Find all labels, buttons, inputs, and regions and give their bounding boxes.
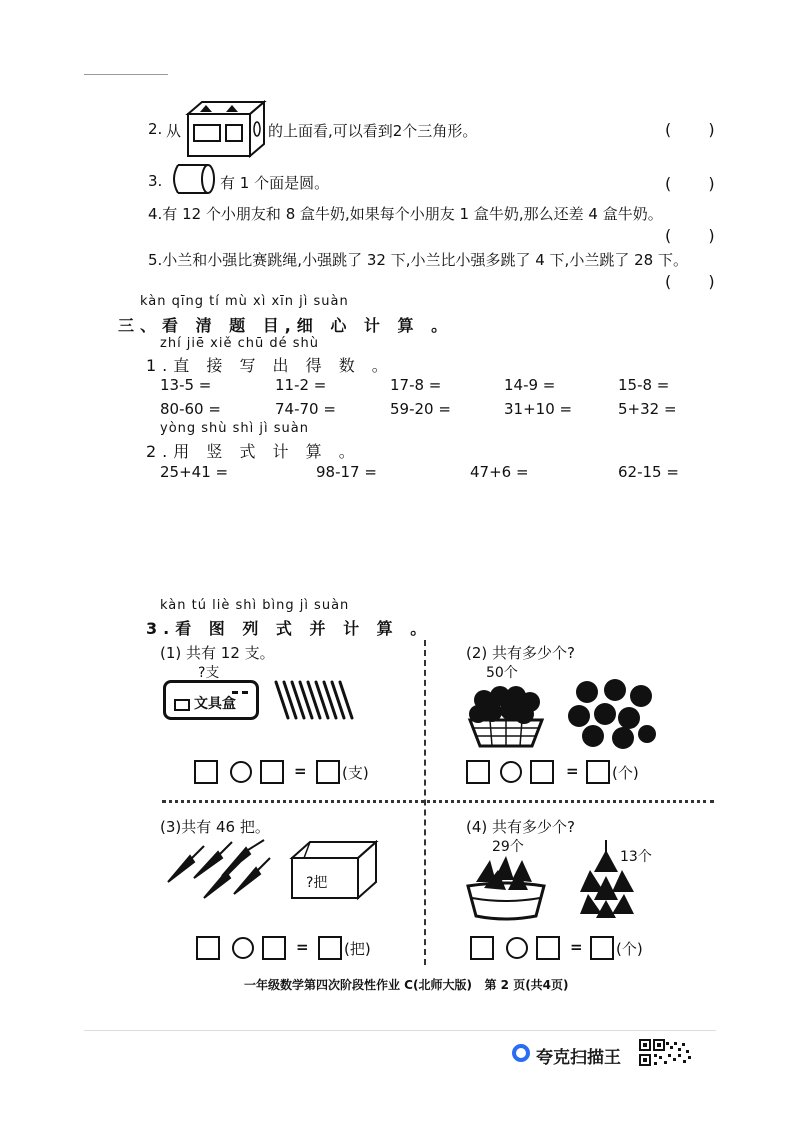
box-icon bbox=[290, 838, 380, 900]
pencils-icon bbox=[272, 676, 356, 724]
equals-sign: = bbox=[296, 938, 309, 956]
cylinder-icon bbox=[170, 163, 216, 195]
apples-icon bbox=[565, 678, 657, 750]
scanner-logo-icon bbox=[512, 1044, 530, 1062]
vertical-calc-item: 62-15 = bbox=[618, 463, 679, 481]
sub1-pinyin: zhí jiē xiě chū dé shù bbox=[160, 336, 319, 351]
p4-unit: (个) bbox=[616, 940, 643, 958]
equals-sign: = bbox=[570, 938, 583, 956]
q3-answer-paren[interactable]: ( ) bbox=[665, 174, 731, 193]
q5-answer-paren[interactable]: ( ) bbox=[665, 272, 731, 291]
answer-box[interactable] bbox=[586, 760, 610, 784]
p3-label: (3)共有 46 把。 bbox=[160, 818, 270, 836]
answer-box[interactable] bbox=[260, 760, 284, 784]
page-footer: 一年级数学第四次阶段性作业 C(北师大版) 第 2 页(共4页) bbox=[244, 978, 569, 992]
zongzi-bowl-icon bbox=[464, 852, 548, 922]
answer-box[interactable] bbox=[530, 760, 554, 784]
answer-box[interactable] bbox=[590, 936, 614, 960]
umbrellas-icon bbox=[164, 838, 274, 900]
sub3-pinyin: kàn tú liè shì bìng jì suàn bbox=[160, 598, 350, 613]
vertical-calc-item: 25+41 = bbox=[160, 463, 229, 481]
equals-sign: = bbox=[294, 762, 307, 780]
equals-sign: = bbox=[566, 762, 579, 780]
pencil-case-icon bbox=[163, 680, 259, 720]
operator-circle[interactable] bbox=[500, 761, 522, 783]
answer-box[interactable] bbox=[316, 760, 340, 784]
answer-box[interactable] bbox=[470, 936, 494, 960]
calc-item: 31+10 = bbox=[504, 400, 573, 418]
q2-number: 2. bbox=[148, 120, 163, 138]
zongzi-bunch-icon bbox=[576, 840, 638, 920]
p1-unit: (支) bbox=[342, 764, 369, 782]
q2-pre: 从 bbox=[166, 122, 182, 140]
calc-item: 14-9 = bbox=[504, 376, 556, 394]
section3-pinyin: kàn qīng tí mù xì xīn jì suàn bbox=[140, 294, 349, 309]
answer-box[interactable] bbox=[196, 936, 220, 960]
p4-count2: 13个 bbox=[620, 849, 652, 865]
box-label: ?把 bbox=[306, 875, 328, 891]
p4-count1: 29个 bbox=[492, 839, 524, 855]
calc-item: 11-2 = bbox=[275, 376, 327, 394]
vertical-calc-item: 47+6 = bbox=[470, 463, 529, 481]
p4-label: (4) 共有多少个? bbox=[466, 818, 575, 836]
vertical-calc-item: 98-17 = bbox=[316, 463, 377, 481]
p2-unit: (个) bbox=[612, 764, 639, 782]
answer-box[interactable] bbox=[536, 936, 560, 960]
answer-box[interactable] bbox=[318, 936, 342, 960]
scanner-brand: 夸克扫描王 bbox=[536, 1048, 621, 1068]
q4-answer-paren[interactable]: ( ) bbox=[665, 226, 731, 245]
calc-item: 13-5 = bbox=[160, 376, 212, 394]
p1-label: (1) 共有 12 支。 bbox=[160, 644, 275, 662]
qr-code-icon bbox=[640, 1040, 692, 1066]
sub1-title: 1.直 接 写 出 得 数 。 bbox=[146, 356, 394, 375]
q2-text: 的上面看,可以看到2个三角形。 bbox=[268, 122, 478, 140]
q3-number: 3. bbox=[148, 172, 163, 190]
pencil-case-label: 文具盒 bbox=[194, 696, 236, 712]
p2-label: (2) 共有多少个? bbox=[466, 644, 575, 662]
sub2-title: 2.用 竖 式 计 算 。 bbox=[146, 442, 361, 461]
operator-circle[interactable] bbox=[232, 937, 254, 959]
q5-text: 5.小兰和小强比赛跳绳,小强跳了 32 下,小兰比小强多跳了 4 下,小兰跳了 28 下。 bbox=[148, 251, 688, 269]
answer-box[interactable] bbox=[262, 936, 286, 960]
apple-basket-icon bbox=[464, 680, 548, 748]
calc-item: 74-70 = bbox=[275, 400, 336, 418]
calc-item: 15-8 = bbox=[618, 376, 670, 394]
answer-box[interactable] bbox=[466, 760, 490, 784]
calc-item: 5+32 = bbox=[618, 400, 677, 418]
sub2-pinyin: yòng shù shì jì suàn bbox=[160, 421, 309, 436]
p2-count: 50个 bbox=[486, 665, 518, 681]
operator-circle[interactable] bbox=[506, 937, 528, 959]
footer-rule bbox=[84, 1030, 716, 1031]
q2-answer-paren[interactable]: ( ) bbox=[665, 120, 731, 139]
q4-text: 4.有 12 个小朋友和 8 盒牛奶,如果每个小朋友 1 盒牛奶,那么还差 4 盒牛奶。 bbox=[148, 205, 663, 223]
sub3-title: 3.看 图 列 式 并 计 算 。 bbox=[146, 619, 433, 638]
house-solid-icon bbox=[184, 100, 266, 158]
p3-unit: (把) bbox=[344, 940, 371, 958]
answer-box[interactable] bbox=[194, 760, 218, 784]
horizontal-divider bbox=[162, 800, 714, 803]
p1-question: ?支 bbox=[198, 665, 220, 681]
scan-artifact-line bbox=[84, 74, 168, 75]
calc-item: 80-60 = bbox=[160, 400, 221, 418]
operator-circle[interactable] bbox=[230, 761, 252, 783]
q3-text: 有 1 个面是圆。 bbox=[220, 174, 330, 192]
calc-item: 17-8 = bbox=[390, 376, 442, 394]
section3-title: 三、看 清 题 目,细 心 计 算 。 bbox=[118, 316, 454, 335]
calc-item: 59-20 = bbox=[390, 400, 451, 418]
